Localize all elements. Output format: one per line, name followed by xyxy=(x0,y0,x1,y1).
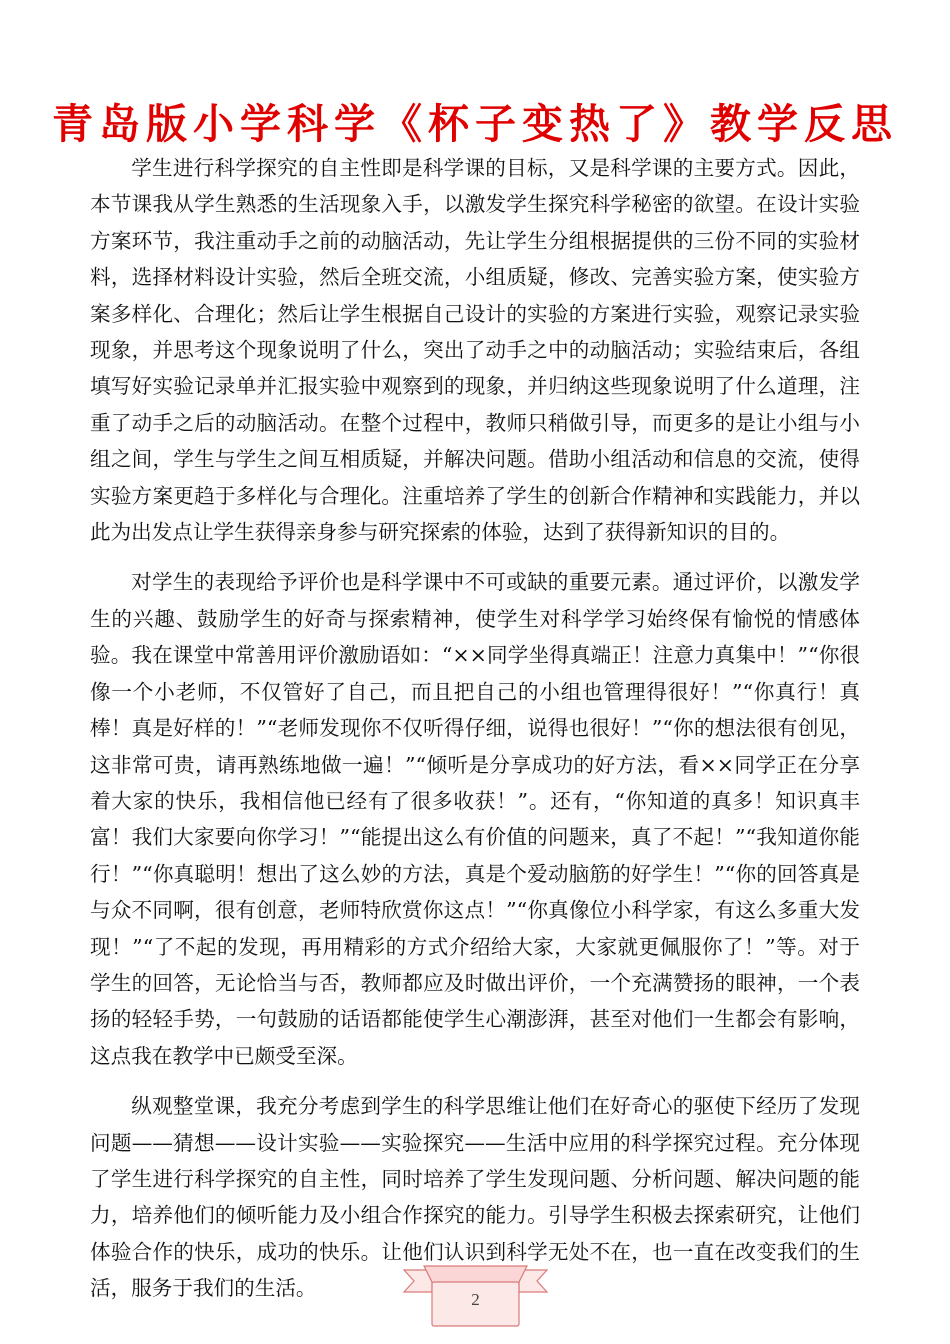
page-number: 2 xyxy=(471,1290,480,1309)
body-paragraph-2: 对学生的表现给予评价也是科学课中不可或缺的重要元素。通过评价，以激发学生的兴趣、鼓励学生的好奇与探索精神，使学生对科学学习始终保有愉悦的情感体验。我在课堂中常善用评价激励语如：“××同学坐得真端正！注意力真集中！”“你很像一个小老师，不仅管好了自己，而且把自己的小组也管理得很好！”“你真行！真棒！真是好样的！”“老师发现你不仅听得仔细，说得也很好！”“你的想法很有创见，这非常可贵，请再熟练地做一遍！”“倾听是分享成功的好方法，看××同学正在分享着大家的快乐，我相信他已经有了很多收获！”。还有，“你知道的真多！知识真丰富！我们大家要向你学习！”“能提出这么有价值的问题来，真了不起！”“我知道你能行！”“你真聪明！想出了这么妙的方法，真是个爱动脑筋的好学生！”“你的回答真是与众不同啊，很有创意，老师特欣赏你这点！”“你真像位小科学家，有这么多重大发现！”“了不起的发现，再用精彩的方式介绍给大家，大家就更佩服你了！”等。对于学生的回答，无论恰当与否，教师都应及时做出评价，一个充满赞扬的眼神，一个表扬的轻轻手势，一句鼓励的话语都能使学生心潮澎湃，甚至对他们一生都会有影响，这点我在教学中已颇受至深。 xyxy=(90,570,860,1068)
document-body xyxy=(90,150,860,1307)
document-title: 青岛版小学科学《杯子变热了》教学反思 xyxy=(52,100,898,148)
page-number-badge xyxy=(402,1262,549,1328)
body-paragraph-3: 纵观整堂课，我充分考虑到学生的科学思维让他们在好奇心的驱使下经历了发现问题——猜想——设计实验——实验探究——生活中应用的科学探究过程。充分体现了学生进行科学探究的自主性，同时培养了学生发现问题、分析问题、解决问题的能力，培养他们的倾听能力及小组合作探究的能力。引导学生积极去探索研究，让他们体验合作的快乐，成功的快乐。让他们认识到科学无处不在，也一直在改变我们的生活，服务于我们的生活。 xyxy=(90,1094,860,1301)
body-paragraph-1: 学生进行科学探究的自主性即是科学课的目标，又是科学课的主要方式。因此，本节课我从学生熟悉的生活现象入手，以激发学生探究科学秘密的欲望。在设计实验方案环节，我注重动手之前的动脑活动，先让学生分组根据提供的三份不同的实验材料，选择材料设计实验，然后全班交流，小组质疑，修改、完善实验方案，使实验方案多样化、合理化；然后让学生根据自己设计的实验的方案进行实验，观察记录实验现象，并思考这个现象说明了什么，突出了动手之中的动脑活动；实验结束后，各组填写好实验记录单并汇报实验中观察到的现象，并归纳这些现象说明了什么道理，注重了动手之后的动脑活动。在整个过程中，教师只稍做引导，而更多的是让小组与小组之间，学生与学生之间互相质疑，并解决问题。借助小组活动和信息的交流，使得实验方案更趋于多样化与合理化。注重培养了学生的创新合作精神和实践能力，并以此为出发点让学生获得亲身参与研究探索的体验，达到了获得新知识的目的。 xyxy=(90,156,860,545)
